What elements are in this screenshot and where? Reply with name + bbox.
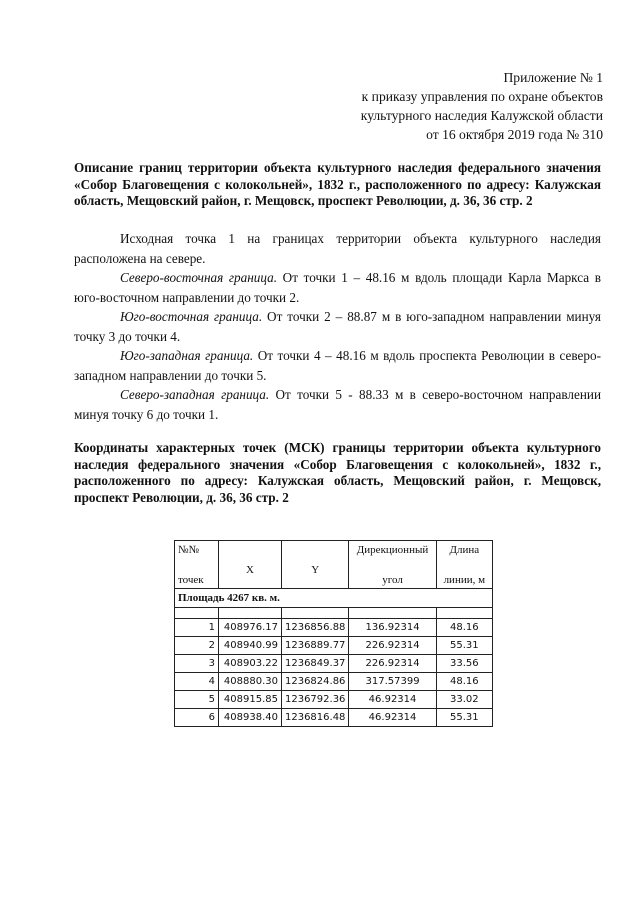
angle-value: 136.92314 [349, 619, 436, 637]
y-value: 1236856.88 [281, 619, 348, 637]
y-value: 1236816.48 [281, 709, 348, 727]
length-value: 55.31 [436, 709, 492, 727]
table-row [175, 619, 493, 637]
northeast-boundary-paragraph [74, 268, 601, 307]
table-row [175, 637, 493, 655]
annex-title: Приложение № 1 [503, 70, 603, 85]
length-value: 55.31 [436, 637, 492, 655]
annex-block [361, 68, 603, 144]
header-y [281, 541, 348, 589]
point-number: 5 [175, 691, 219, 709]
southwest-boundary-label: Юго-западная граница. [120, 348, 254, 363]
southeast-boundary-paragraph [74, 307, 601, 346]
start-point-paragraph: Исходная точка 1 на границах территории объекта культурного наследия расположена на севере. [74, 231, 601, 266]
length-value: 48.16 [436, 619, 492, 637]
annex-authority-line: культурного наследия Калужской области [360, 108, 603, 123]
header-direction-bottom: угол [382, 574, 403, 586]
x-value: 408903.22 [219, 655, 282, 673]
point-number: 2 [175, 637, 219, 655]
point-number: 6 [175, 709, 219, 727]
x-value: 408915.85 [219, 691, 282, 709]
point-number: 4 [175, 673, 219, 691]
northwest-boundary-paragraph [74, 385, 601, 424]
angle-value: 317.57399 [349, 673, 436, 691]
southeast-boundary-label: Юго-восточная граница. [120, 309, 263, 324]
northeast-boundary-text: От точки 1 – 48.16 м вдоль площади Карла Маркса в юго-восточном направлении до точки 2. [74, 270, 602, 305]
x-value: 408940.99 [219, 637, 282, 655]
spacer-cell [436, 608, 492, 619]
x-value: 408880.30 [219, 673, 282, 691]
y-value: 1236792.36 [281, 691, 348, 709]
table-row [175, 673, 493, 691]
coordinates-table [174, 540, 493, 727]
southeast-boundary-text: От точки 2 – 88.87 м в юго-западном направлении минуя точку 3 до точки 4. [74, 309, 601, 344]
header-point-number [175, 541, 219, 589]
header-x-label: X [246, 563, 254, 576]
boundary-description-heading: Описание границ территории объекта культурного наследия федерального значения «Собор Благовещения с колокольней», 1832 г., расположенного по адресу: Калужская область, Мещовский район, г. Мещовск, проспект Революции, д. 36, 36 стр. 2 [74, 160, 601, 208]
coordinates-heading: Координаты характерных точек (МСК) границы территории объекта культурного наследия федерального значения «Собор Благовещения с колокольней», 1832 г., расположенного по адресу: Калужская область, Мещовский район, г. Мещовск, проспект Революции, д. 36, 36 стр. 2 [74, 440, 601, 505]
area-row: Площадь 4267 кв. м. [175, 589, 493, 608]
y-value: 1236889.77 [281, 637, 348, 655]
length-value: 48.16 [436, 673, 492, 691]
spacer-cell [175, 608, 219, 619]
header-direction-angle [349, 541, 436, 589]
header-x [219, 541, 282, 589]
header-length-top: Длина [449, 544, 480, 556]
length-value: 33.56 [436, 655, 492, 673]
length-value: 33.02 [436, 691, 492, 709]
point-number: 1 [175, 619, 219, 637]
northeast-boundary-label: Северо-восточная граница. [120, 270, 278, 285]
y-value: 1236849.37 [281, 655, 348, 673]
northwest-boundary-label: Северо-западная граница. [120, 387, 270, 402]
boundary-description [74, 229, 601, 424]
southwest-boundary-paragraph [74, 346, 601, 385]
spacer-cell [349, 608, 436, 619]
annex-order-line: к приказу управления по охране объектов [361, 89, 603, 104]
table-row [175, 655, 493, 673]
header-point-number-top: №№ [178, 544, 199, 556]
angle-value: 46.92314 [349, 709, 436, 727]
header-y-label: Y [311, 563, 320, 576]
x-value: 408938.40 [219, 709, 282, 727]
spacer-cell [219, 608, 282, 619]
table-row [175, 709, 493, 727]
angle-value: 226.92314 [349, 655, 436, 673]
table-row [175, 691, 493, 709]
header-direction-top: Дирекционный [356, 544, 429, 556]
point-number: 3 [175, 655, 219, 673]
header-line-length [436, 541, 492, 589]
y-value: 1236824.86 [281, 673, 348, 691]
spacer-cell [281, 608, 348, 619]
angle-value: 46.92314 [349, 691, 436, 709]
x-value: 408976.17 [219, 619, 282, 637]
angle-value: 226.92314 [349, 637, 436, 655]
annex-date-line: от 16 октября 2019 года № 310 [426, 127, 603, 142]
header-length-bottom: линии, м [443, 574, 486, 586]
southwest-boundary-text: От точки 4 – 48.16 м вдоль проспекта Революции в северо-западном направлении до точки 5. [74, 348, 601, 383]
header-point-number-bottom: точек [178, 574, 204, 586]
northwest-boundary-text: От точки 5 - 88.33 м в северо-восточном направлении минуя точку 6 до точки 1. [74, 387, 602, 422]
